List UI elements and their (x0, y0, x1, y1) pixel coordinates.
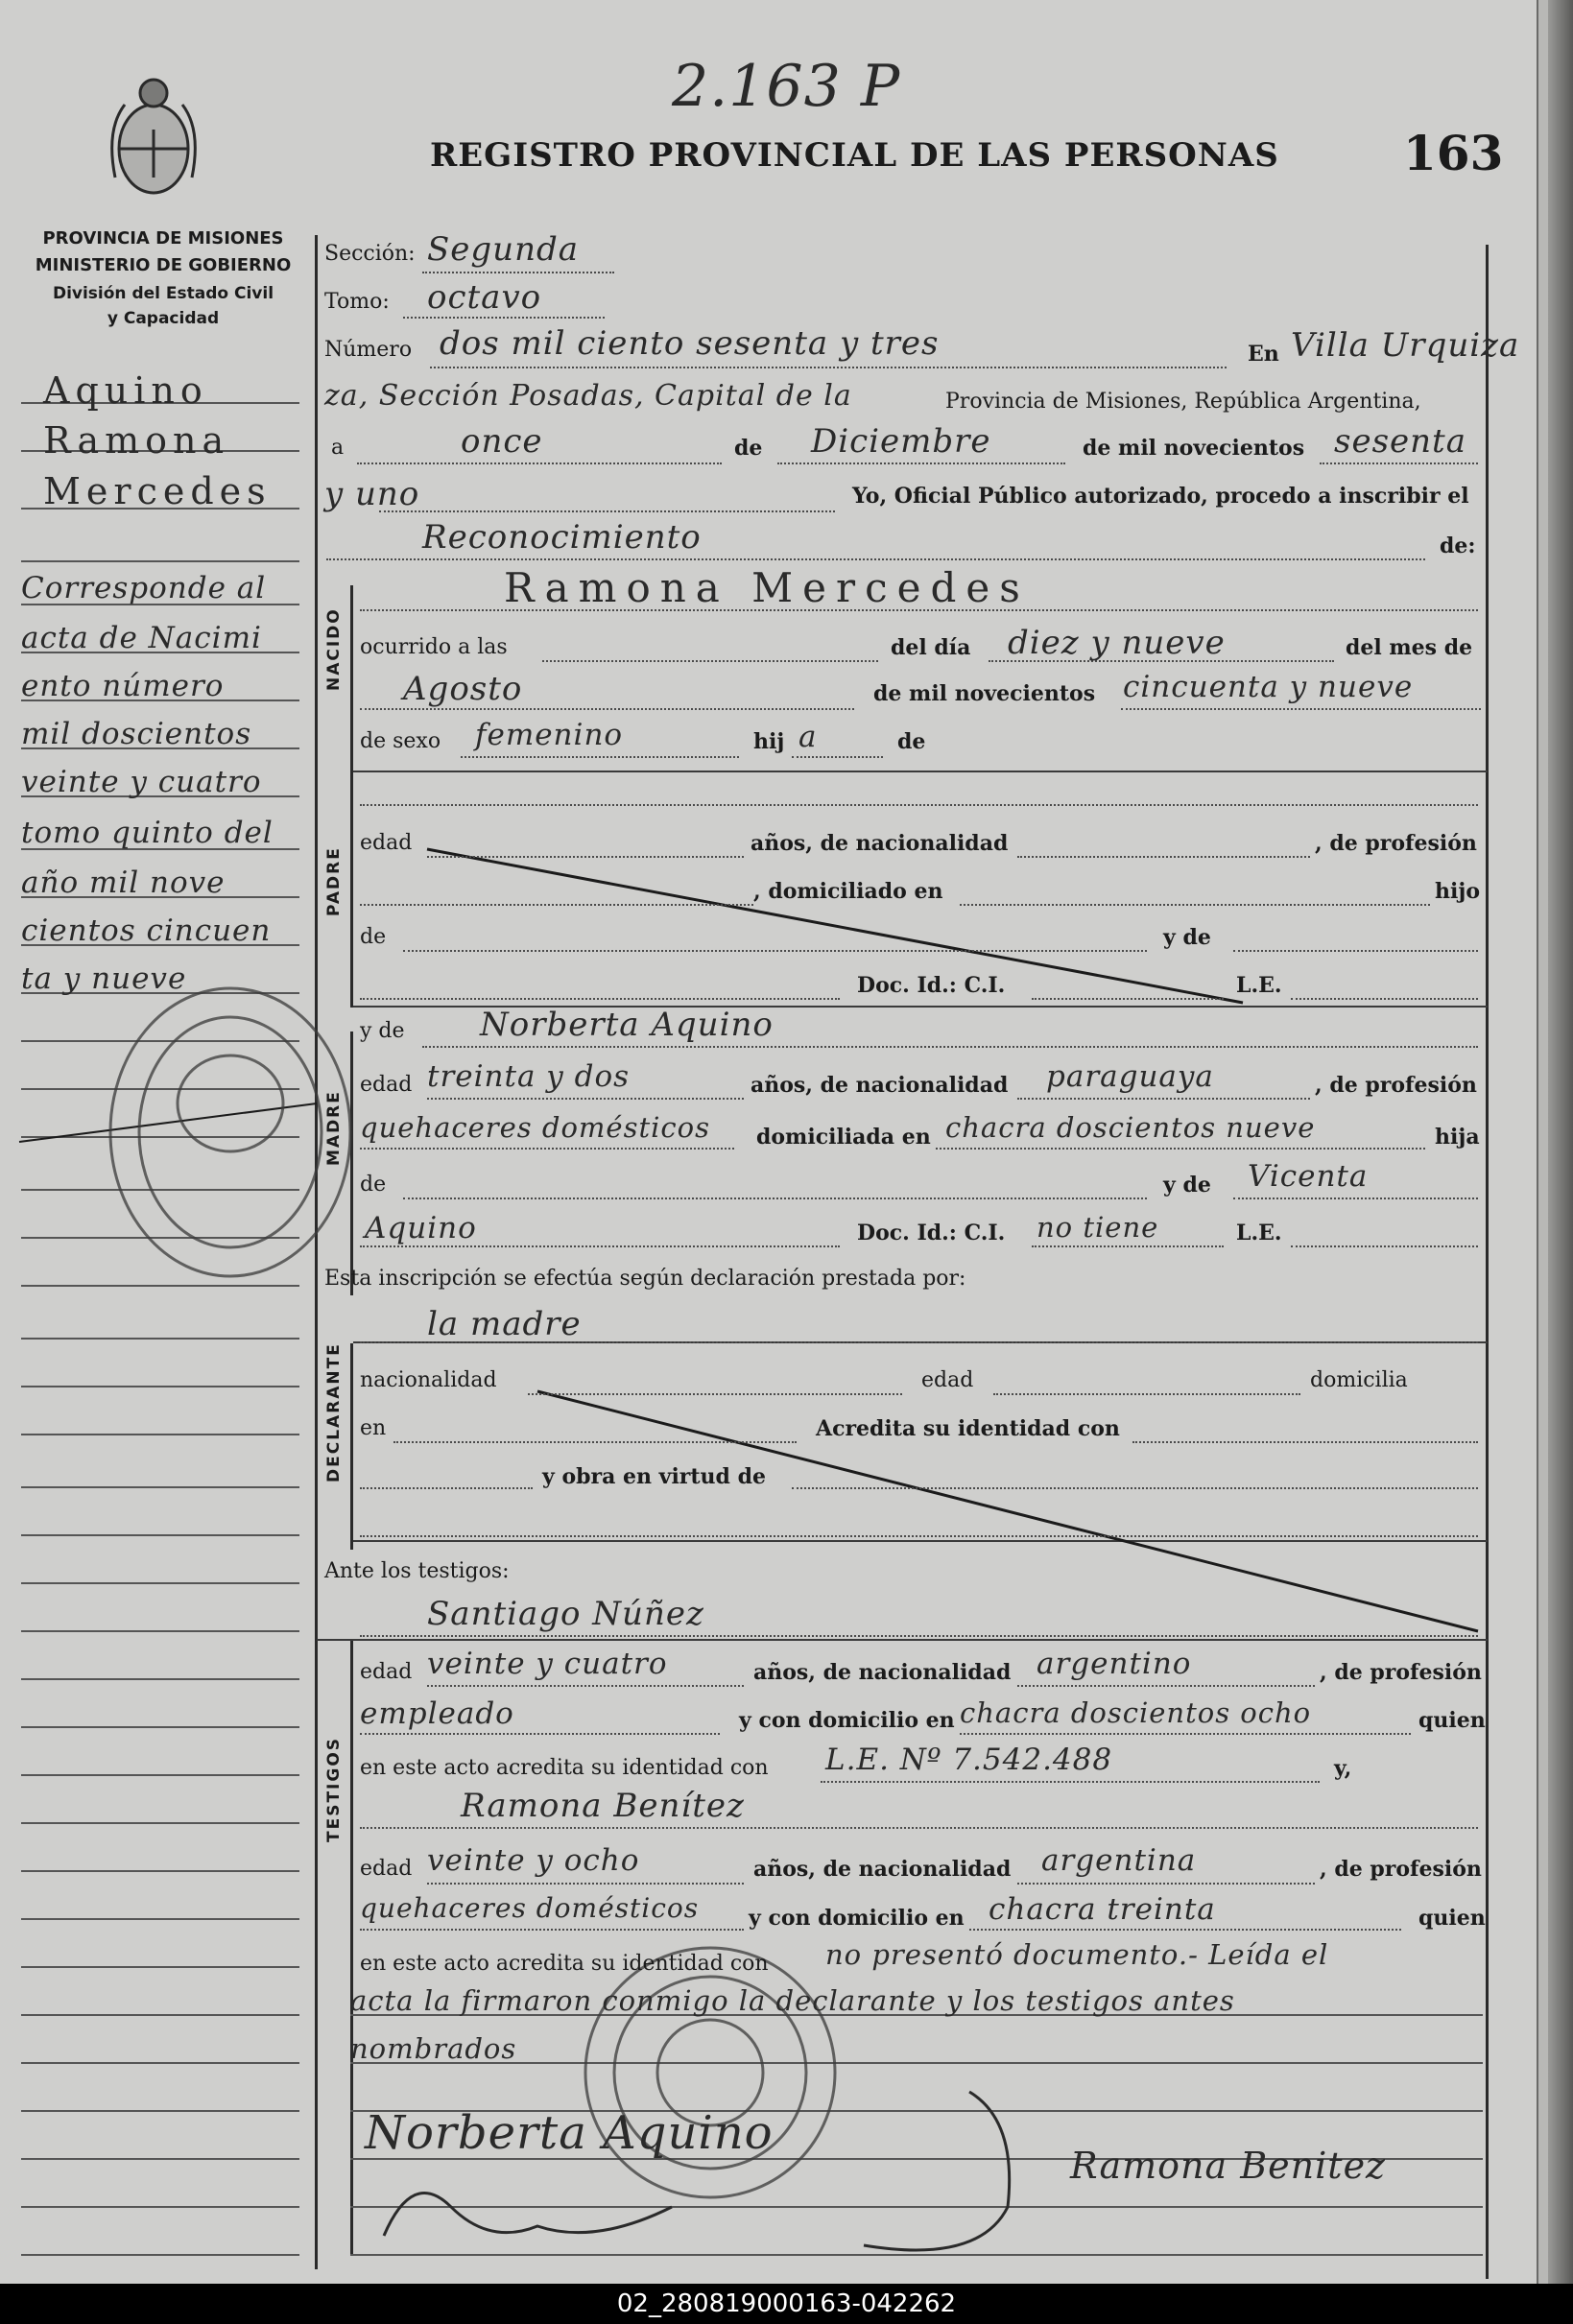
a-label: a (331, 436, 345, 460)
ante-label: Ante los testigos: (324, 1559, 510, 1583)
t1-dom-value: chacra doscientos ocho (960, 1696, 1312, 1729)
t2-edad-value: veinte y ocho (427, 1843, 640, 1878)
madre-de-label: de (360, 1173, 387, 1197)
de2-label: de (897, 729, 926, 754)
numero-value: dos mil ciento sesenta y tres (440, 324, 940, 363)
t1-nac-value: argentino (1037, 1647, 1192, 1681)
madre-prof-value: quehaceres domésticos (360, 1111, 710, 1144)
padre-prof-label: , de profesión (1315, 831, 1477, 856)
t1-y-label: y, (1334, 1756, 1352, 1781)
margin-line: tomo quinto del (21, 816, 274, 850)
hij-suffix-value: a (798, 720, 818, 754)
margin-line: año mil nove (21, 866, 226, 900)
t1-prof-label: , de profesión (1320, 1660, 1482, 1685)
margin-line: veinte y cuatro (21, 765, 262, 799)
file-number: 2.163 P (672, 53, 901, 120)
padre-hijo-label: hijo (1435, 879, 1480, 904)
anio-value: sesenta (1334, 422, 1466, 461)
t2-acredita-label: en este acto acredita su identidad con (360, 1952, 769, 1976)
decl-dom-label: domicilia (1310, 1368, 1408, 1392)
decl-en-label: en (360, 1416, 387, 1440)
madre-edad-label: edad (360, 1073, 413, 1097)
witness-signature: Ramona Benitez (1070, 2145, 1387, 2187)
t1-edad-value: veinte y cuatro (427, 1647, 668, 1681)
dia-nac-value: diez y nueve (1008, 624, 1226, 662)
t1-acredita-label: en este acto acredita su identidad con (360, 1756, 769, 1780)
madre-hija-label: hija (1435, 1125, 1480, 1150)
de-mil-label: de mil novecientos (1083, 436, 1305, 461)
de-mil2-label: de mil novecientos (873, 681, 1096, 706)
padre-anos-label: años, de nacionalidad (751, 831, 1009, 856)
madre-madre-value: Vicenta (1248, 1159, 1369, 1194)
t1-doc-value: L.E. Nº 7.542.488 (825, 1743, 1113, 1777)
sexo-label: de sexo (360, 729, 441, 753)
padre-dom-label: , domiciliado en (753, 879, 943, 904)
margin-surname: Aquino (43, 369, 208, 412)
closing-line-2: nombrados (350, 2032, 517, 2065)
division-label: División del Estado Civil (52, 284, 274, 303)
side-label-madre: MADRE (324, 1090, 344, 1166)
division-label-2: y Capacidad (107, 309, 220, 328)
margin-line: Corresponde al (21, 571, 267, 605)
margin-line: acta de Nacimi (21, 621, 262, 655)
t1-edad-label: edad (360, 1660, 413, 1684)
signature-flourish-icon (384, 2193, 672, 2236)
declarante-value: la madre (427, 1305, 582, 1343)
t1-prof-value: empleado (360, 1696, 514, 1731)
decl-acredita-label: Acredita su identidad con (816, 1416, 1120, 1441)
madre-dom-value: chacra doscientos nueve (945, 1111, 1316, 1144)
t2-anos-label: años, de nacionalidad (753, 1857, 1012, 1882)
padre-doc-label: Doc. Id.: C.I. (857, 973, 1006, 998)
mes-nac-value: Agosto (403, 670, 523, 708)
decl-nac-label: nacionalidad (360, 1368, 497, 1392)
seccion-label: Sección: (324, 242, 416, 266)
de-label: de (734, 436, 763, 461)
de-colon-label: de: (1440, 534, 1476, 558)
madre-anos-label: años, de nacionalidad (751, 1073, 1009, 1098)
margin-name-1: Ramona (43, 419, 230, 462)
madre-ci-value: no tiene (1037, 1211, 1159, 1244)
t2-nac-value: argentina (1041, 1843, 1197, 1878)
t2-doc-value: no presentó documento.- Leída el (825, 1938, 1329, 1971)
t2-dom-label: y con domicilio en (749, 1906, 965, 1931)
testigo1-value: Santiago Núñez (427, 1595, 704, 1633)
dia-value: once (461, 422, 543, 461)
seccion-value: Segunda (427, 230, 580, 269)
madre-nombre-value: Norberta Aquino (480, 1006, 774, 1044)
mother-signature: Norberta Aquino (365, 2106, 774, 2160)
t1-quien-label: quien (1418, 1708, 1486, 1733)
t1-anos-label: años, de nacionalidad (753, 1660, 1012, 1685)
province-label: PROVINCIA DE MISIONES (42, 228, 284, 249)
decl-edad-label: edad (921, 1368, 974, 1392)
coat-of-arms-icon (112, 80, 196, 193)
esta-insc-label: Esta inscripción se efectúa según declaración prestada por: (324, 1267, 966, 1291)
t2-edad-label: edad (360, 1857, 413, 1881)
en-label: En (1248, 342, 1279, 367)
madre-edad-value: treinta y dos (427, 1059, 631, 1094)
del-dia-label: del día (891, 635, 971, 660)
en-value: Villa Urquiza (1291, 326, 1520, 365)
padre-edad-label: edad (360, 831, 413, 855)
madre-yde2-label: y de (1163, 1173, 1211, 1198)
act-number: 163 (1403, 125, 1504, 181)
del-mes-label: del mes de (1346, 635, 1473, 660)
registry-title: REGISTRO PROVINCIAL DE LAS PERSONAS (430, 136, 1279, 175)
testigo2-value: Ramona Benítez (461, 1787, 745, 1825)
t2-quien-label: quien (1418, 1906, 1486, 1931)
decl-obra-label: y obra en virtud de (542, 1464, 766, 1489)
madre-le-label: L.E. (1236, 1221, 1282, 1245)
padre-de-label: de (360, 925, 387, 949)
madre-yde-label: y de (360, 1019, 405, 1043)
madre-doc-label: Doc. Id.: C.I. (857, 1221, 1006, 1245)
nombre-value: Ramona Mercedes (504, 564, 1030, 611)
madre-madre-ap-value: Aquino (365, 1211, 477, 1245)
anio-cont-value: y uno (324, 475, 420, 513)
official-stamp-icon (110, 988, 350, 1276)
margin-line: cientos cincuen (21, 913, 272, 948)
madre-dom-label: domiciliada en (756, 1125, 931, 1150)
ministry-label: MINISTERIO DE GOBIERNO (35, 255, 292, 275)
tomo-value: octavo (427, 278, 542, 317)
margin-name-2: Mercedes (43, 470, 272, 512)
image-id-footer: 02_280819000163-042262 (0, 2284, 1573, 2324)
madre-prof-label: , de profesión (1315, 1073, 1477, 1098)
margin-line: ento número (21, 669, 225, 703)
numero-label: Número (324, 338, 413, 362)
t2-prof-label: , de profesión (1320, 1857, 1482, 1882)
t1-dom-label: y con domicilio en (739, 1708, 955, 1733)
yo-label: Yo, Oficial Público autorizado, procedo a inscribir el (852, 484, 1469, 509)
margin-line: mil doscientos (21, 717, 252, 751)
side-label-padre: PADRE (324, 846, 344, 916)
t2-dom-value: chacra treinta (989, 1892, 1216, 1927)
anio-nac-value: cincuenta y nueve (1123, 670, 1414, 704)
padre-le-label: L.E. (1236, 973, 1282, 998)
padre-yde-label: y de (1163, 925, 1211, 950)
closing-line-1: acta la firmaron conmigo la declarante y los testigos antes (350, 1984, 1235, 2017)
madre-nac-value: paraguaya (1046, 1059, 1214, 1094)
side-label-nacido: NACIDO (324, 607, 344, 691)
side-label-declarante: DECLARANTE (324, 1342, 344, 1482)
hij-label: hij (753, 729, 785, 754)
acto-value: Reconocimiento (422, 518, 702, 557)
tomo-label: Tomo: (324, 290, 390, 314)
provincia-label: Provincia de Misiones, República Argentina, (945, 390, 1421, 414)
sexo-value: femenino (475, 718, 624, 752)
t2-prof-value: quehaceres domésticos (360, 1892, 700, 1924)
side-label-testigos: TESTIGOS (324, 1736, 344, 1842)
ocurrido-label: ocurrido a las (360, 635, 508, 659)
place-cont-value: za, Sección Posadas, Capital de la (324, 379, 852, 413)
margin-line: ta y nueve (21, 961, 187, 996)
mes-value: Diciembre (811, 422, 991, 461)
